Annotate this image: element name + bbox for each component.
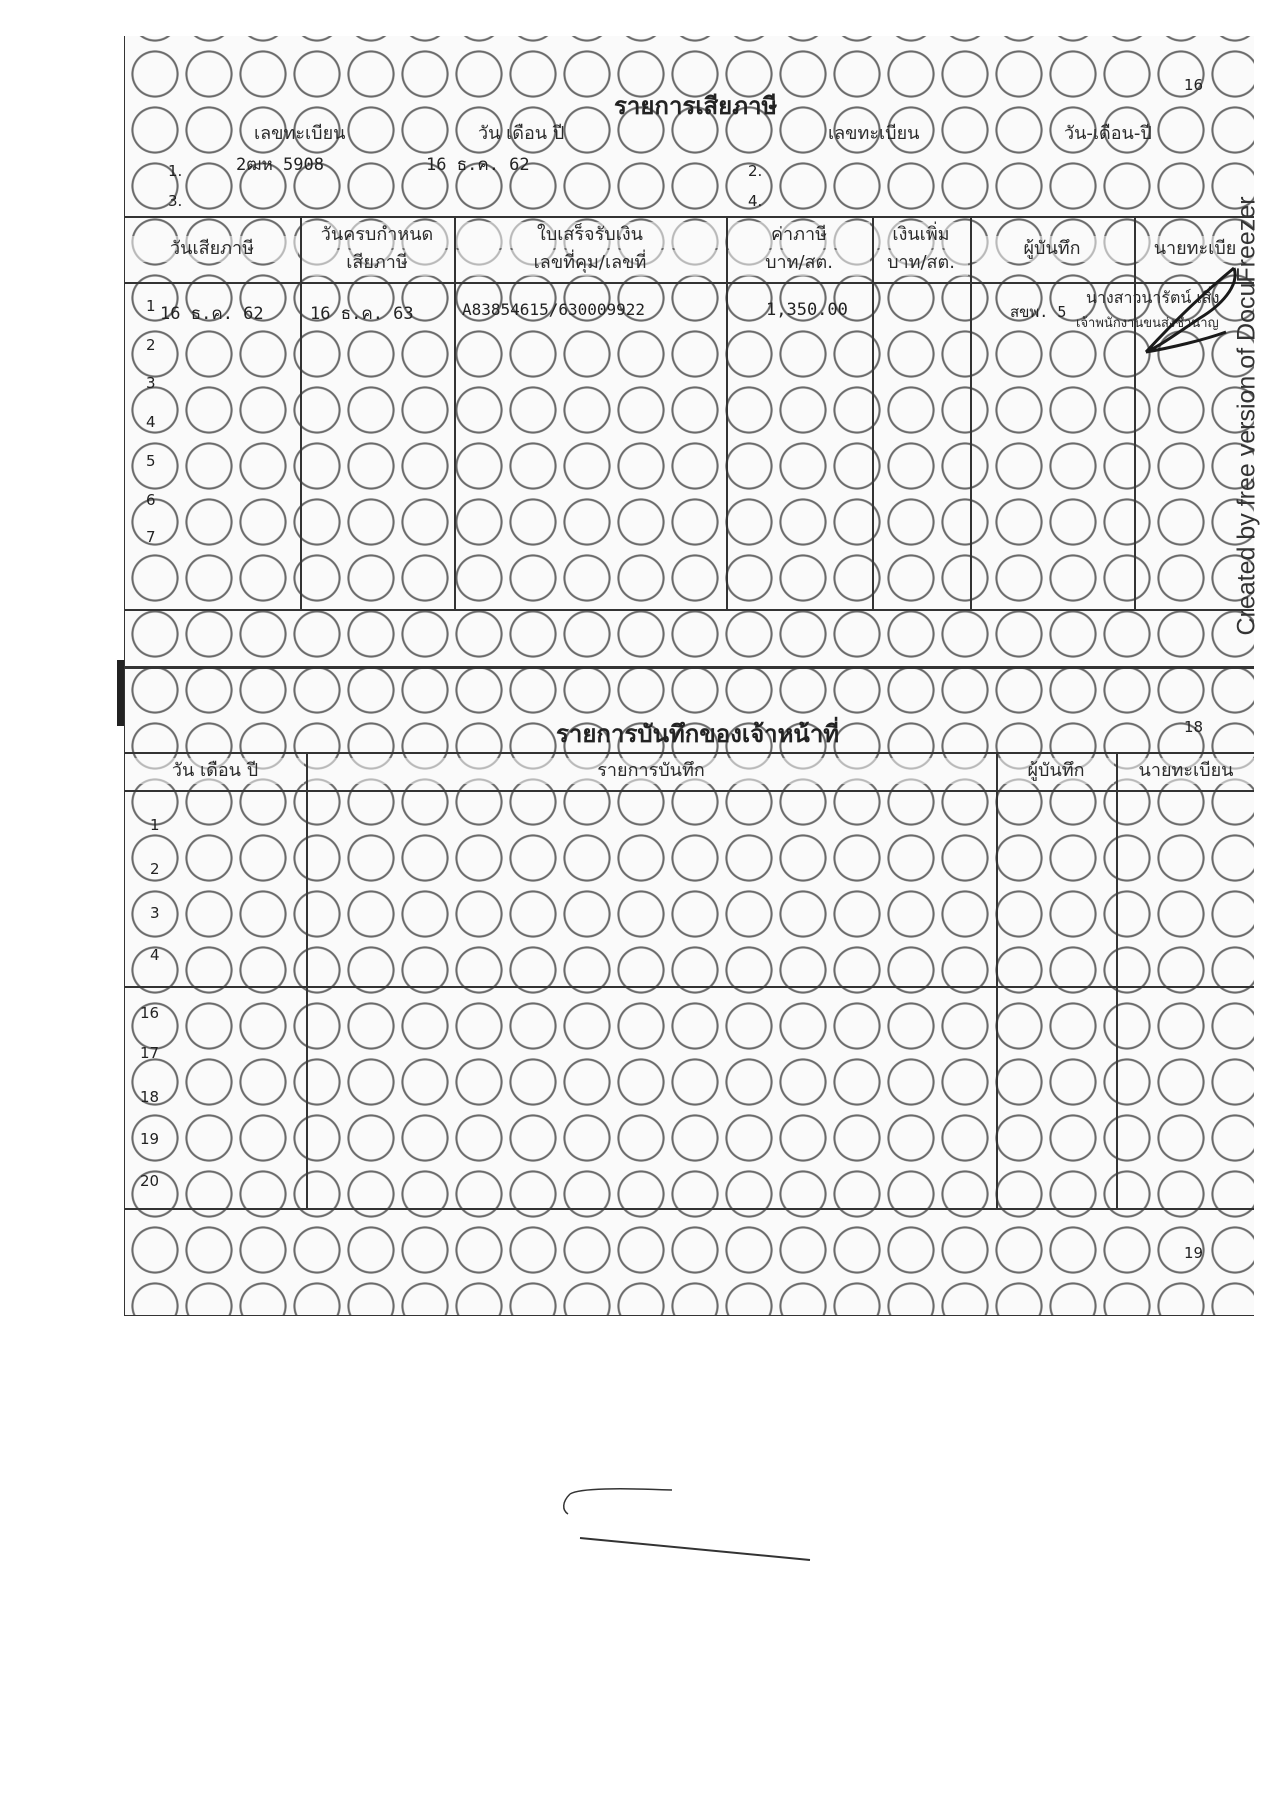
entry-no-4: 4. (748, 192, 763, 210)
record-table-top-line (124, 752, 1254, 754)
record-row-number: 16 (140, 1004, 160, 1022)
tax-table-header-line (124, 282, 1254, 284)
header-extra-line2: บาท/สต. (874, 250, 968, 276)
entry-reg-1: 2ฒห 5908 (236, 155, 324, 175)
header-extra-line1: เงินเพิ่ม (874, 222, 968, 248)
reg-label-left: เลขทะเบียน (254, 123, 346, 144)
left-border (124, 36, 125, 1316)
docufreezer-watermark: Created by free version of DocuFreezer (1232, 196, 1261, 636)
page-number-top: 16 (1184, 76, 1204, 94)
entry-no-2: 2. (748, 162, 763, 180)
record-col-divider-1 (306, 752, 308, 1208)
tax-section-title: รายการเสียภาษี (614, 92, 778, 120)
entry-date-1: 16 ธ.ค. 62 (426, 155, 530, 175)
header-recorder: ผู้บันทึก (972, 236, 1132, 262)
record-col-divider-3 (1116, 752, 1118, 1208)
tax-row-number: 1 (146, 297, 156, 315)
page-number-mid: 18 (1184, 718, 1204, 736)
row1-recorder: สขพ. 5 (1010, 303, 1067, 321)
tax-row-number: 6 (146, 491, 156, 509)
tax-table-top-line (124, 216, 1254, 218)
date-label-right: วัน-เดือน-ปี (1064, 123, 1152, 144)
header-tax-line2: บาท/สต. (728, 250, 870, 276)
tax-table-bottom-line (124, 609, 1254, 611)
row1-pay-date: 16 ธ.ค. 62 (160, 304, 264, 324)
row1-tax-amount: 1,350.00 (766, 300, 848, 320)
record-table-mid-line (124, 986, 1254, 988)
record-table-bottom-line (124, 1208, 1254, 1210)
tax-row-number: 5 (146, 452, 156, 470)
header-receipt-line1: ใบเสร็จรับเงิน (456, 222, 724, 248)
record-row-number: 19 (140, 1130, 160, 1148)
header-registrar: นายทะเบีย (1136, 236, 1254, 262)
section-divider (124, 666, 1254, 669)
header-due-line2: เสียภาษี (302, 250, 452, 276)
entry-no-3: 3. (168, 192, 183, 210)
tax-row-number: 2 (146, 336, 156, 354)
record-row-number: 1 (150, 816, 160, 834)
record-row-number: 20 (140, 1172, 160, 1190)
tax-row-number: 3 (146, 374, 156, 392)
row1-due-date: 16 ธ.ค. 63 (310, 304, 414, 324)
record-header-recorder: ผู้บันทึก (998, 758, 1114, 784)
header-receipt-line2: เลขที่คุม/เลขที่ (456, 250, 724, 276)
record-row-number: 3 (150, 904, 160, 922)
tax-col-divider-5 (970, 216, 972, 609)
row1-registrar-name: นางสาวนารัตน์ เสิ่ง (1086, 288, 1220, 307)
record-header-date: วัน เดือน ปี (126, 758, 304, 784)
record-row-number: 4 (150, 946, 160, 964)
tax-row-number: 4 (146, 413, 156, 431)
row1-registrar-title: เจ้าพนักงานขนส่งชำนาญ (1076, 316, 1219, 331)
tax-row-number: 7 (146, 528, 156, 546)
row1-receipt-number: A83854615/630009922 (462, 300, 646, 319)
bottom-border (124, 1315, 1254, 1316)
record-header-entries: รายการบันทึก (308, 758, 994, 784)
page-number-bottom: 19 (1184, 1244, 1204, 1262)
record-section-title: รายการบันทึกของเจ้าหน้าที่ (556, 720, 840, 748)
entry-no-1: 1. (168, 162, 183, 180)
record-col-divider-2 (996, 752, 998, 1208)
date-label-left: วัน เดือน ปี (478, 123, 565, 144)
record-row-number: 18 (140, 1088, 160, 1106)
reg-label-right: เลขทะเบียน (828, 123, 920, 144)
pen-scribble (560, 1486, 820, 1570)
record-row-number: 17 (140, 1044, 160, 1062)
record-header-registrar: นายทะเบียน (1118, 758, 1254, 784)
record-table-header-line (124, 790, 1254, 792)
record-row-number: 2 (150, 860, 160, 878)
header-pay-date: วันเสียภาษี (126, 236, 298, 262)
header-due-line1: วันครบกำหนด (302, 222, 452, 248)
header-tax-line1: ค่าภาษี (728, 222, 870, 248)
